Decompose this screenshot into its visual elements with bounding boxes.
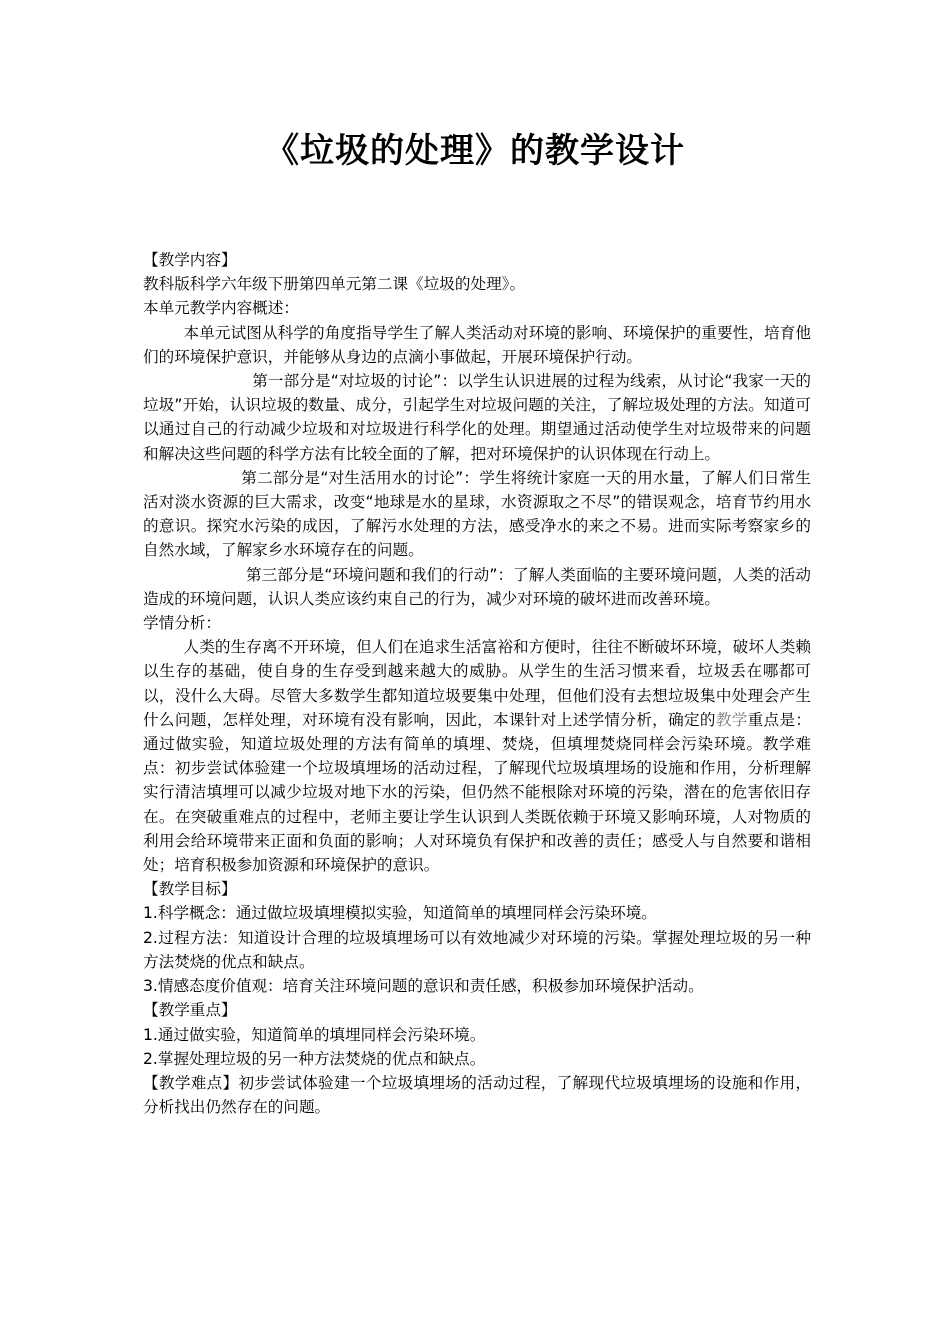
document-body: [143, 248, 811, 1119]
content-line: 教科版科学六年级下册第四单元第二课《垃圾的处理》。: [143, 275, 526, 294]
key-point-2: 2.掌握处理垃圾的另一种方法焚烧的优点和缺点。: [143, 1049, 486, 1068]
overview-paragraph: 本单元试图从科学的角度指导学生了解人类活动对环境的影响、环境保护的重要性，培育他们的环境保护意识，并能够从身边的点滴小事做起，开展环境保护行动。: [143, 323, 811, 366]
difficulty-paragraph: [143, 1071, 811, 1119]
analysis-text-a: 人类的生存离不开环境，但人们在追求生活富裕和方便时，往往不断破坏环境，破坏人类赖以生存的基础，使自身的生存受到越来越大的威胁。从学生的生活习惯来看，垃圾丢在哪都可以，没什么大碍。尽管大多数学生都知道垃圾要集中处理，但他们没有去想垃圾集中处理会产生什么问题，怎样处理，对环境有没有影响，因此，本课针对上述学情分析，确定的: [143, 638, 811, 729]
key-point-1: 1.通过做实验，知道简单的填埋同样会污染环境。: [143, 1025, 486, 1044]
section-heading-goals: 【教学目标】: [143, 880, 237, 899]
section-heading-difficulty: 【教学难点】: [143, 1073, 239, 1092]
part3-paragraph: 第三部分是“环境问题和我们的行动”：了解人类面临的主要环境问题，人类的活动造成的环境问题，认识人类应该约束自己的行为，减少对环境的破坏进而改善环境。: [143, 565, 811, 608]
part1-paragraph: 第一部分是“对垃圾的讨论”：以学生认识进展的过程为线索，从讨论“我家一天的垃圾”开始，认识垃圾的数量、成分，引起学生对垃圾问题的关注，了解垃圾处理的方法。知道可以通过自己的行动减少垃圾和对垃圾进行科学化的处理。期望通过活动使学生对垃圾带来的问题和解决这些问题的科学方法有比较全面的了解，把对环境保护的认识体现在行动上。: [143, 372, 811, 463]
goal-item-2: 2.过程方法：知道设计合理的垃圾填埋场可以有效地减少对环境的污染。掌握处理垃圾的另一种方法焚烧的优点和缺点。: [143, 928, 811, 971]
difficulty-text: 初步尝试体验建一个垃圾填埋场的活动过程，了解现代垃圾填埋场的设施和作用，分析找出仍然存在的问题。: [143, 1073, 811, 1117]
analysis-label: 学情分析：: [143, 614, 221, 633]
overview-label: 本单元教学内容概述：: [143, 299, 299, 318]
goal-item-3: 3.情感态度价值观：培育关注环境问题的意识和责任感，积极参加环境保护活动。: [143, 977, 704, 996]
analysis-paragraph: [143, 635, 811, 877]
section-heading-content: 【教学内容】: [143, 251, 237, 269]
analysis-text-b: 重点是：通过做实验，知道垃圾处理的方法有简单的填埋、焚烧，但填埋焚烧同样会污染环境。教学难点：初步尝试体验建一个垃圾填埋场的活动过程，了解现代垃圾填埋场的设施和作用，分析理解实行清洁填埋可以减少垃圾对地下水的污染，但仍然不能根除对环境的污染，潜在的危害依旧存在。在突破重难点的过程中，老师主要让学生认识到人类既依赖于环境又影响环境，人对物质的利用会给环境带来正面和负面的影响；人对环境负有保护和改善的责任；感受人与自然要和谐相处；培育积极参加资源和环境保护的意识。: [143, 710, 811, 875]
document-title: 《垃圾的处理》的教学设计: [265, 131, 685, 171]
part2-paragraph: 第二部分是“对生活用水的讨论”：学生将统计家庭一天的用水量，了解人们日常生活对淡水资源的巨大需求，改变“地球是水的星球，水资源取之不尽”的错误观念，培育节约用水的意识。探究水污染的成因，了解污水处理的方法，感受净水的来之不易。进而实际考察家乡的自然水域，了解家乡水环境存在的问题。: [143, 468, 811, 560]
analysis-gray-word: 教学: [715, 710, 748, 729]
section-heading-key-points: 【教学重点】: [143, 1001, 237, 1020]
goal-item-1: 1.科学概念：通过做垃圾填埋模拟实验，知道简单的填埋同样会污染环境。: [143, 904, 657, 923]
